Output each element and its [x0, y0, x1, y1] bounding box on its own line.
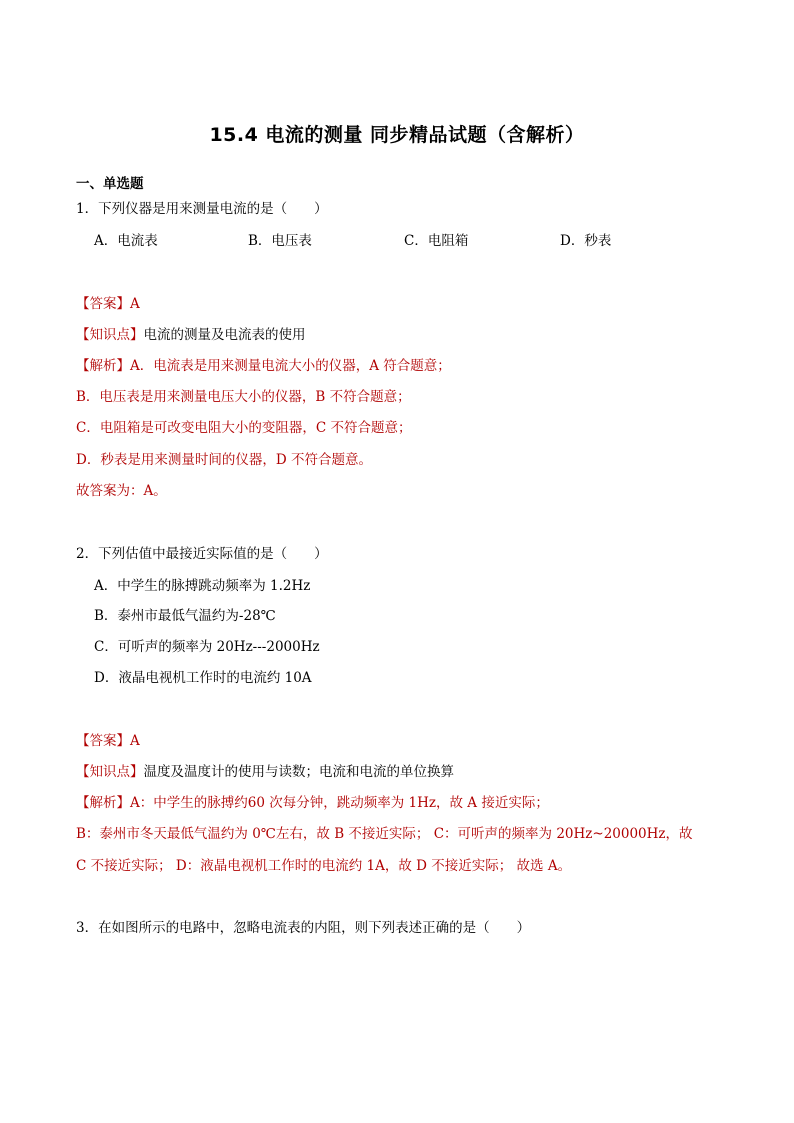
q1-answer — [76, 294, 140, 314]
q1-analysis-text-1: A．电流表是用来测量电流大小的仪器，A 符合题意； — [130, 358, 451, 374]
q3-stem: 3．在如图所示的电路中，忽略电流表的内阻，则下列表述正确的是（ ） — [76, 920, 531, 936]
q2-kp-text: 温度及温度计的使用与读数；电流和电流的单位换算 — [143, 764, 454, 780]
q2-analysis-text-1: A：中学生的脉搏约60 次每分钟，跳动频率为 1Hz，故 A 接近实际； — [130, 795, 549, 811]
q2-option-d: D．液晶电视机工作时的电流约 10A — [94, 670, 312, 686]
q1-stem: 1．下列仪器是用来测量电流的是（ ） — [76, 201, 328, 217]
q2-answer-value: A — [130, 733, 140, 749]
q2-answer — [76, 731, 140, 751]
section-heading: 一、单选题 — [76, 176, 144, 192]
q1-option-a: A．电流表 — [94, 233, 158, 249]
q1-kp-text: 电流的测量及电流表的使用 — [143, 327, 306, 343]
page-title: 15.4 电流的测量 同步精品试题（含解析） — [209, 124, 585, 146]
q2-option-a: A．中学生的脉搏跳动频率为 1.2Hz — [94, 578, 311, 594]
q1-analysis-line-5: 故答案为：A。 — [76, 483, 167, 499]
q2-answer-tag: 【答案】 — [76, 733, 130, 749]
q2-option-b: B．泰州市最低气温约为-28℃ — [94, 608, 276, 624]
q1-answer-value: A — [130, 296, 140, 312]
q1-analysis-line-3: C．电阻箱是可改变电阻大小的变阻器，C 不符合题意； — [76, 420, 412, 436]
q1-analysis-line-4: D．秒表是用来测量时间的仪器，D 不符合题意。 — [76, 452, 372, 468]
q2-kp-tag: 【知识点】 — [76, 764, 144, 780]
q2-stem: 2．下列估值中最接近实际值的是（ ） — [76, 546, 328, 562]
q2-analysis-line-3: C 不接近实际； D：液晶电视机工作时的电流约 1A，故 D 不接近实际； 故选 A。 — [76, 858, 572, 874]
q2-knowledge-point — [76, 762, 454, 782]
q1-option-d: D．秒表 — [560, 233, 612, 249]
q1-analysis-line-1 — [76, 356, 451, 376]
q2-analysis-tag: 【解析】 — [76, 795, 130, 811]
q1-kp-tag: 【知识点】 — [76, 327, 144, 343]
q1-analysis-tag: 【解析】 — [76, 358, 130, 374]
q2-analysis-line-1 — [76, 793, 549, 813]
q1-answer-tag: 【答案】 — [76, 296, 130, 312]
q1-option-c: C．电阻箱 — [404, 233, 469, 249]
q2-option-c: C．可听声的频率为 20Hz---2000Hz — [94, 639, 320, 655]
q1-knowledge-point — [76, 325, 306, 345]
q1-analysis-line-2: B．电压表是用来测量电压大小的仪器，B 不符合题意； — [76, 389, 411, 405]
q2-analysis-line-2: B：泰州市冬天最低气温约为 0℃左右，故 B 不接近实际； C：可听声的频率为 20Hz~20000Hz，故 — [76, 826, 693, 842]
q1-option-b: B．电压表 — [248, 233, 312, 249]
